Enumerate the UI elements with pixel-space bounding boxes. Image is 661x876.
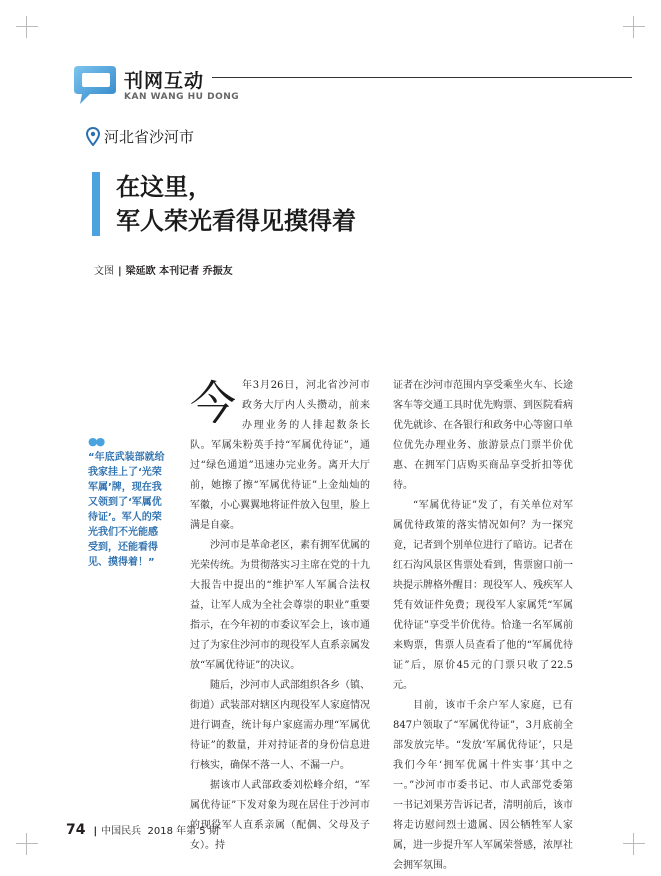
location-pin-icon	[86, 127, 100, 146]
crop-mark-bottom-left	[16, 833, 38, 855]
paragraph: 目前，该市千余户军人家庭，已有847户领取了“军属优待证”，3月底前全部发放完毕。“发放‘军属优待证’，只是我们今年‘拥军优属十件实事’其中之一。”沙河市市委书记、市人武部党委第一书记刘果芳告诉记者，清明前后，该市将走访慰问烈士遗属、因公牺牲军人家属，进一步提升军人军属荣誉感，浓厚社会拥军氛围。	[393, 700, 573, 871]
paragraph: 证者在沙河市范围内享受乘坐火车、长途客车等交通工具时优先购票、到医院看病优先就诊、在各银行和政务中心等窗口单位优先办理业务、旅游景点门票半价优惠、在拥军门店购买商品享受折扣等优待。	[393, 380, 573, 491]
section-title: 刊网互动	[124, 70, 205, 92]
paragraph	[190, 376, 370, 536]
article-title	[116, 170, 356, 238]
title-accent-bar	[92, 172, 100, 236]
byline-separator: |	[118, 266, 122, 277]
paragraph: 沙河市是革命老区，素有拥军优属的光荣传统。为贯彻落实习主席在党的十九大报告中提出的“维护军人军属合法权益，让军人成为全社会尊崇的职业”重要指示，在今年初的市委议军会上，该市通过了为家住沙河市的现役军人直系亲属发放“军属优待证”的决议。	[190, 540, 370, 671]
location-label: 河北省沙河市	[104, 128, 195, 146]
magazine-name: 中国民兵	[101, 826, 142, 837]
article-title-line1: 在这里，	[116, 172, 212, 201]
paragraph-text: 年3月26日，河北省沙河市政务大厅内人头攒动，前来办理业务的人排起数条长队。军属朱粉英手持“军属优待证”，通过“绿色通道”迅速办完业务。离开大厅前，她擦了擦“军属优待证”上金灿灿的军徽，小心翼翼地将证件放入包里，脸上满是自豪。	[190, 380, 370, 531]
issue-number: 2018 年第 5 期	[147, 826, 219, 837]
article-column-1	[190, 376, 370, 856]
article-column-2	[393, 376, 573, 876]
page-footer	[66, 822, 219, 838]
crop-mark-top-right	[623, 16, 645, 38]
crop-mark-bottom-right	[623, 833, 645, 855]
article-title-line2: 军人荣光看得见摸得着	[116, 206, 356, 235]
footer-separator: |	[93, 826, 98, 837]
crop-mark-top-left	[16, 16, 38, 38]
paragraph: 随后，沙河市人武部组织各乡（镇、街道）武装部对辖区内现役军人家庭情况进行调查，统计每户家庭需办理“军属优待证”的数量，并对持证者的身份信息进行核实，确保不落一人、不漏一户。	[190, 680, 370, 771]
pull-quote-text: “年底武装部就给我家挂上了‘光荣军属’牌，现在我又领到了‘军属优待证’。军人的荣光我们不光能感受到，还能看得见、摸得着！”	[88, 452, 165, 568]
page-number: 74	[66, 822, 86, 838]
byline-names: 梁延欧 本刊记者 乔振友	[125, 266, 233, 277]
byline-label: 文图	[94, 266, 114, 277]
paragraph: “军属优待证”发了，有关单位对军属优待政策的落实情况如何？为一探究竟，记者到个别单位进行了暗访。记者在红石沟风景区售票处看到，售票窗口前一块提示牌格外醒目：现役军人、残疾军人凭有效证件免费；现役军人家属凭“军属优待证”享受半价优待。恰逢一名军属前来购票，售票人员查看了他的“军属优待证”后，原价45元的门票只收了22.5元。	[393, 500, 573, 691]
paragraph: 据该市人武部政委刘松峰介绍，“军属优待证”下发对象为现在居住于沙河市的现役军人直系亲属（配偶、父母及子女）。持	[190, 780, 370, 851]
byline	[94, 262, 233, 277]
section-subtitle: KAN WANG HU DONG	[124, 92, 240, 102]
pull-quote-dots: ●●	[88, 435, 104, 448]
drop-cap: 今	[190, 376, 236, 430]
pull-quote	[88, 435, 166, 570]
header-rule	[212, 77, 632, 78]
speech-bubble-icon	[72, 64, 118, 106]
